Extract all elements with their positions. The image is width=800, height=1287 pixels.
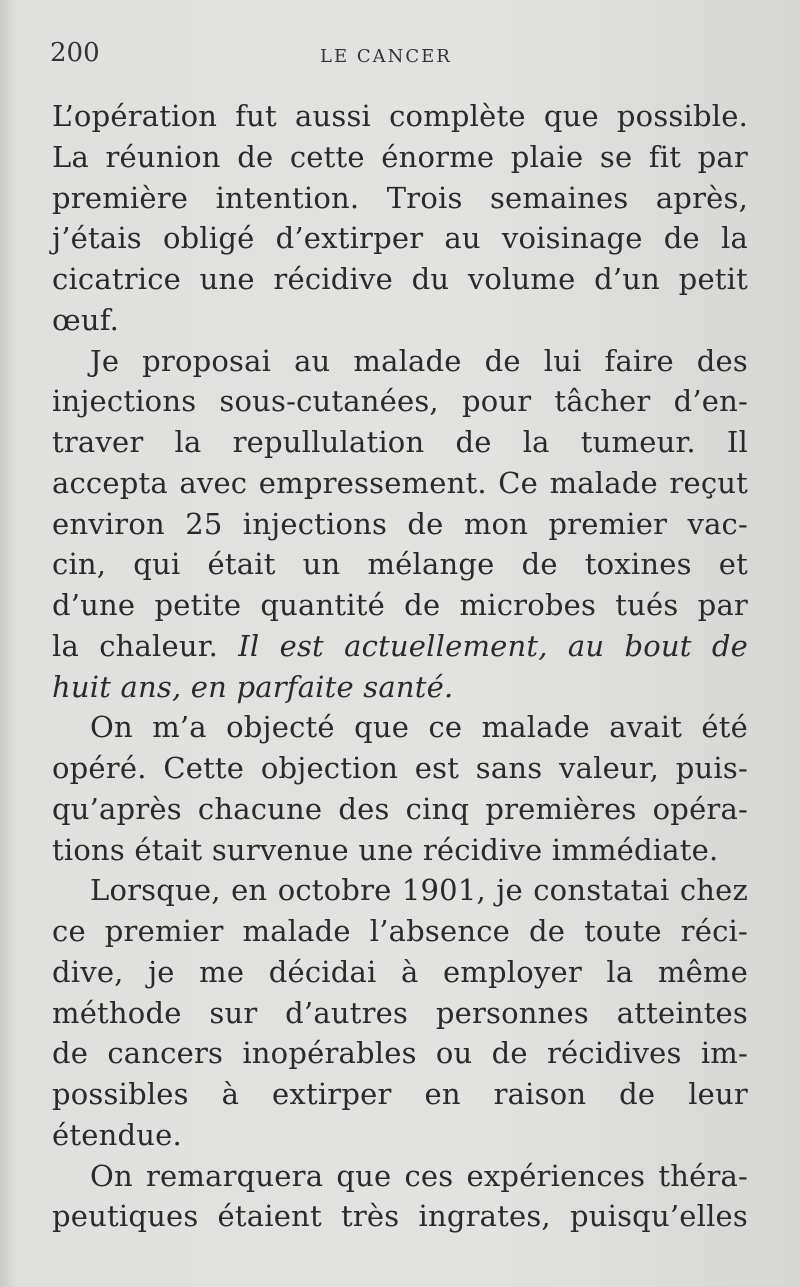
text-line: cin, qui était un mélange de toxines et — [52, 547, 748, 582]
text-line-mixed — [52, 626, 748, 667]
text-line: première intention. Trois semaines après, — [52, 180, 748, 215]
text-line: opéré. Cette objection est sans valeur, puis- — [52, 751, 748, 785]
text-line: dive, je me décidai à employer la même — [52, 954, 748, 989]
text-line: cicatrice une récidive du volume d’un petit — [52, 262, 748, 296]
page-header — [50, 38, 740, 78]
text-line: injections sous-cutanées, pour tâcher d’en- — [52, 384, 748, 419]
text-line: ce premier malade l’absence de toute réci- — [52, 914, 748, 948]
text-line: tions était survenue une récidive immédiate. — [52, 832, 719, 867]
text-line: de cancers inopérables ou de récidives im- — [52, 1036, 748, 1071]
page-number: 200 — [50, 38, 100, 68]
body-text — [52, 96, 748, 1237]
text-line: peutiques étaient très ingrates, puisqu’elles — [52, 1199, 748, 1234]
text-line: huit ans, en parfaite santé. — [52, 669, 454, 704]
text-line: La réunion de cette énorme plaie se fit par — [52, 139, 748, 174]
text-line: Lorsque, en octobre 1901, je constatai chez — [90, 873, 748, 908]
text-line: qu’après chacune des cinq premières opéra- — [52, 791, 748, 826]
text-line: Je proposai au malade de lui faire des — [90, 343, 748, 378]
text-line: L’opération fut aussi complète que possible. — [52, 99, 748, 133]
text-line: On m’a objecté que ce malade avait été — [90, 710, 748, 745]
text-segment: la chaleur. — [52, 628, 219, 663]
text-line: j’étais obligé d’extirper au voisinage de la — [52, 221, 748, 256]
text-line: étendue. — [52, 1117, 182, 1152]
text-line: méthode sur d’autres personnes atteintes — [52, 995, 748, 1030]
text-line: environ 25 injections de mon premier vac- — [52, 506, 748, 541]
text-line: accepta avec empressement. Ce malade reçut — [52, 465, 748, 500]
text-line: possibles à extirper en raison de leur — [52, 1077, 748, 1111]
text-line: œuf. — [52, 302, 120, 337]
text-line: d’une petite quantité de microbes tués par — [52, 588, 748, 622]
text-line: traver la repullulation de la tumeur. Il — [52, 425, 748, 459]
italic-text-segment: Il est actuellement, au bout de — [238, 628, 749, 663]
text-line: On remarquera que ces expériences théra- — [90, 1158, 748, 1193]
running-title: LE CANCER — [320, 46, 452, 67]
